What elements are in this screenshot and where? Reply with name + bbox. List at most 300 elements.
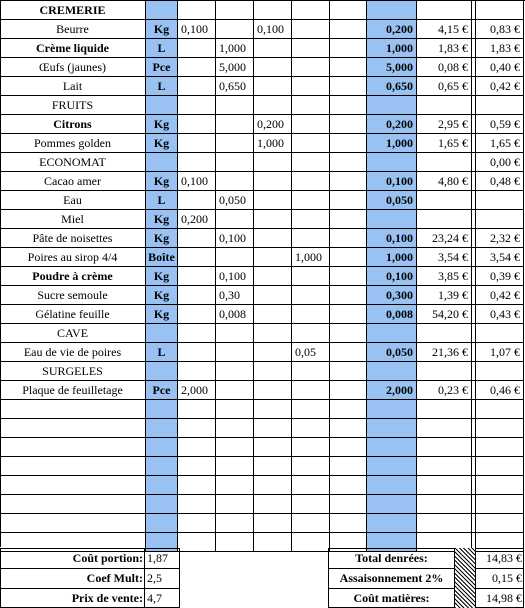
cost-box-row-line [0, 568, 180, 569]
line-total[interactable] [474, 438, 524, 457]
empty-col [330, 495, 367, 514]
total-qty[interactable] [367, 419, 417, 438]
total-qty[interactable] [367, 400, 417, 419]
qty-col-1[interactable] [178, 495, 216, 514]
qty-col-4[interactable] [292, 58, 330, 77]
unit-price[interactable] [417, 400, 472, 419]
line-total[interactable]: 0,83 € [474, 20, 524, 39]
empty-col [330, 305, 367, 324]
empty-col [330, 172, 367, 191]
qty-col-3[interactable] [254, 324, 292, 343]
qty-col-4[interactable] [292, 495, 330, 514]
ingredient-name[interactable] [0, 457, 146, 476]
total-qty[interactable]: 2,000 [367, 381, 417, 400]
qty-col-2[interactable] [216, 419, 254, 438]
empty-col [330, 20, 367, 39]
assaisonnement-value[interactable]: 0,15 € [492, 571, 522, 585]
qty-col-1[interactable]: 0,100 [178, 20, 216, 39]
qty-col-1[interactable] [178, 248, 216, 267]
unit-price[interactable] [417, 191, 472, 210]
unit-price[interactable]: 23,24 € [417, 229, 472, 248]
ingredient-name[interactable]: Gélatine feuille [0, 305, 146, 324]
table-top-border [0, 0, 525, 1]
qty-col-1[interactable] [178, 438, 216, 457]
line-total[interactable]: 1,83 € [474, 39, 524, 58]
qty-col-3[interactable] [254, 172, 292, 191]
qty-col-2[interactable]: 1,000 [216, 39, 254, 58]
qty-col-1[interactable] [178, 457, 216, 476]
total-qty[interactable] [367, 324, 417, 343]
unit-cell[interactable] [146, 1, 178, 20]
qty-col-1[interactable] [178, 267, 216, 286]
cout-portion-value[interactable]: 1,87 [147, 551, 168, 565]
qty-col-2[interactable]: 0,050 [216, 191, 254, 210]
empty-col [330, 362, 367, 381]
coef-mult-value[interactable]: 2,5 [147, 571, 162, 585]
empty-col [330, 381, 367, 400]
cout-portion-label: Coût portion: [72, 551, 143, 565]
qty-col-2[interactable] [216, 153, 254, 172]
empty-col [330, 134, 367, 153]
qty-col-3[interactable] [254, 77, 292, 96]
total-qty[interactable]: 0,050 [367, 343, 417, 362]
empty-col [330, 400, 367, 419]
ingredient-name[interactable]: Crème liquide [0, 39, 146, 58]
total-qty[interactable]: 0,050 [367, 191, 417, 210]
total-qty[interactable] [367, 362, 417, 381]
qty-col-1[interactable] [178, 362, 216, 381]
qty-col-4[interactable] [292, 153, 330, 172]
ingredient-name[interactable]: CREMERIE [0, 1, 146, 20]
total-qty[interactable]: 0,650 [367, 77, 417, 96]
qty-col-1[interactable] [178, 115, 216, 134]
unit-price[interactable] [417, 210, 472, 229]
total-qty[interactable] [367, 476, 417, 495]
qty-col-3[interactable] [254, 1, 292, 20]
qty-col-3[interactable] [254, 457, 292, 476]
unit-price[interactable]: 0,08 € [417, 58, 472, 77]
unit-price[interactable] [417, 153, 472, 172]
unit-cell[interactable] [146, 438, 178, 457]
ingredient-name[interactable]: Eau de vie de poires [0, 343, 146, 362]
ingredient-name[interactable]: Œufs (jaunes) [0, 58, 146, 77]
prix-vente-label: Prix de vente: [71, 591, 143, 605]
qty-col-3[interactable] [254, 96, 292, 115]
qty-col-4[interactable] [292, 229, 330, 248]
unit-price[interactable] [417, 495, 472, 514]
ingredient-name[interactable]: Pommes golden [0, 134, 146, 153]
qty-col-2[interactable] [216, 457, 254, 476]
qty-col-2[interactable] [216, 381, 254, 400]
ingredient-name[interactable]: Poires au sirop 4/4 [0, 248, 146, 267]
qty-col-4[interactable] [292, 20, 330, 39]
qty-col-3[interactable]: 0,100 [254, 20, 292, 39]
unit-cell[interactable] [146, 153, 178, 172]
hatch-pattern [455, 548, 475, 608]
qty-col-4[interactable] [292, 96, 330, 115]
qty-col-4[interactable] [292, 438, 330, 457]
empty-col [330, 77, 367, 96]
unit-price[interactable] [417, 476, 472, 495]
qty-col-1[interactable] [178, 305, 216, 324]
empty-col [330, 1, 367, 20]
qty-col-3[interactable] [254, 267, 292, 286]
line-total[interactable] [474, 419, 524, 438]
line-total[interactable]: 0,40 € [474, 58, 524, 77]
line-total[interactable] [474, 495, 524, 514]
qty-col-3[interactable] [254, 476, 292, 495]
line-total[interactable]: 0,46 € [474, 381, 524, 400]
ingredient-name[interactable]: Beurre [0, 20, 146, 39]
unit-price[interactable]: 4,80 € [417, 172, 472, 191]
qty-col-2[interactable]: 0,008 [216, 305, 254, 324]
line-total[interactable]: 1,07 € [474, 343, 524, 362]
unit-cell[interactable]: L [146, 343, 178, 362]
qty-col-1[interactable] [178, 400, 216, 419]
qty-col-2[interactable] [216, 324, 254, 343]
line-total[interactable]: 0,00 € [474, 153, 524, 172]
qty-col-1[interactable] [178, 419, 216, 438]
total-qty[interactable]: 1,000 [367, 248, 417, 267]
qty-col-1[interactable] [178, 229, 216, 248]
line-total[interactable] [474, 400, 524, 419]
qty-col-2[interactable] [216, 476, 254, 495]
qty-col-2[interactable] [216, 96, 254, 115]
line-total[interactable]: 1,65 € [474, 134, 524, 153]
empty-col [330, 286, 367, 305]
unit-cell[interactable]: Boîte [146, 248, 178, 267]
line-total[interactable]: 0,42 € [474, 77, 524, 96]
ingredient-name[interactable] [0, 419, 146, 438]
qty-col-1[interactable] [178, 96, 216, 115]
empty-col [330, 153, 367, 172]
unit-price[interactable] [417, 457, 472, 476]
qty-col-2[interactable]: 0,100 [216, 267, 254, 286]
total-denrees-value[interactable]: 14,83 € [486, 551, 522, 565]
unit-cell[interactable]: Kg [146, 172, 178, 191]
ingredient-name[interactable]: Citrons [0, 115, 146, 134]
ingredient-name[interactable]: ECONOMAT [0, 153, 146, 172]
line-total[interactable] [474, 191, 524, 210]
qty-col-3[interactable] [254, 305, 292, 324]
qty-col-1[interactable]: 0,200 [178, 210, 216, 229]
empty-col [330, 419, 367, 438]
ingredient-name[interactable]: Pâte de noisettes [0, 229, 146, 248]
qty-col-2[interactable] [216, 248, 254, 267]
unit-cell[interactable] [146, 96, 178, 115]
qty-col-2[interactable]: 0,650 [216, 77, 254, 96]
total-qty[interactable] [367, 514, 417, 533]
coef-mult-label: Coef Mult: [86, 571, 143, 585]
qty-col-1[interactable] [178, 134, 216, 153]
empty-col [330, 191, 367, 210]
qty-col-3[interactable] [254, 210, 292, 229]
qty-col-4[interactable] [292, 134, 330, 153]
total-qty[interactable]: 0,300 [367, 286, 417, 305]
qty-col-4[interactable] [292, 1, 330, 20]
line-total[interactable] [474, 1, 524, 20]
total-qty[interactable]: 0,100 [367, 172, 417, 191]
line-total[interactable] [474, 476, 524, 495]
ingredient-name[interactable]: SURGELES [0, 362, 146, 381]
line-total[interactable]: 0,42 € [474, 286, 524, 305]
unit-cell[interactable]: L [146, 191, 178, 210]
qty-col-1[interactable] [178, 343, 216, 362]
qty-col-4[interactable]: 0,05 [292, 343, 330, 362]
empty-col [330, 229, 367, 248]
qty-col-3[interactable] [254, 58, 292, 77]
unit-price[interactable] [417, 96, 472, 115]
unit-cell[interactable]: L [146, 39, 178, 58]
unit-cell[interactable] [146, 476, 178, 495]
qty-col-3[interactable] [254, 343, 292, 362]
unit-price[interactable]: 2,95 € [417, 115, 472, 134]
qty-col-1[interactable] [178, 324, 216, 343]
unit-cell[interactable]: Kg [146, 20, 178, 39]
ingredient-name[interactable] [0, 400, 146, 419]
total-qty[interactable] [367, 153, 417, 172]
total-qty[interactable]: 1,000 [367, 39, 417, 58]
ingredient-name[interactable]: Miel [0, 210, 146, 229]
total-qty[interactable] [367, 1, 417, 20]
totals-row-line [475, 568, 524, 569]
total-qty[interactable] [367, 210, 417, 229]
qty-col-4[interactable] [292, 419, 330, 438]
empty-col [330, 438, 367, 457]
unit-price[interactable] [417, 438, 472, 457]
unit-cell[interactable]: Kg [146, 134, 178, 153]
unit-price[interactable]: 1,65 € [417, 134, 472, 153]
unit-cell[interactable] [146, 400, 178, 419]
qty-col-3[interactable] [254, 248, 292, 267]
unit-price[interactable] [417, 324, 472, 343]
qty-col-4[interactable] [292, 400, 330, 419]
empty-col [330, 39, 367, 58]
empty-col [330, 324, 367, 343]
empty-col [330, 267, 367, 286]
totals-row-line [475, 588, 524, 589]
line-total[interactable] [474, 210, 524, 229]
qty-col-3[interactable] [254, 229, 292, 248]
unit-cell[interactable] [146, 457, 178, 476]
qty-col-2[interactable] [216, 210, 254, 229]
totals-row-line [328, 588, 455, 589]
total-qty[interactable]: 5,000 [367, 58, 417, 77]
ingredient-name[interactable] [0, 438, 146, 457]
qty-col-4[interactable] [292, 381, 330, 400]
unit-price[interactable]: 3,85 € [417, 267, 472, 286]
table-left-border [0, 0, 1, 547]
qty-col-4[interactable] [292, 324, 330, 343]
qty-col-1[interactable] [178, 58, 216, 77]
qty-col-3[interactable]: 1,000 [254, 134, 292, 153]
total-qty[interactable]: 0,100 [367, 229, 417, 248]
assaisonnement-label: Assaisonnement 2% [339, 571, 444, 585]
line-total[interactable]: 2,32 € [474, 229, 524, 248]
qty-col-4[interactable] [292, 115, 330, 134]
unit-price[interactable]: 0,23 € [417, 381, 472, 400]
total-qty[interactable] [367, 96, 417, 115]
ingredient-name[interactable] [0, 495, 146, 514]
line-total[interactable]: 0,48 € [474, 172, 524, 191]
qty-col-2[interactable] [216, 400, 254, 419]
qty-col-4[interactable] [292, 172, 330, 191]
unit-cell[interactable]: Kg [146, 210, 178, 229]
total-qty[interactable]: 0,100 [367, 267, 417, 286]
qty-col-1[interactable]: 2,000 [178, 381, 216, 400]
qty-col-2[interactable] [216, 20, 254, 39]
line-total[interactable]: 0,59 € [474, 115, 524, 134]
unit-cell[interactable]: Kg [146, 229, 178, 248]
unit-cell[interactable] [146, 324, 178, 343]
qty-col-3[interactable] [254, 191, 292, 210]
qty-col-2[interactable] [216, 495, 254, 514]
unit-price[interactable] [417, 362, 472, 381]
ingredient-name[interactable]: Cacao amer [0, 172, 146, 191]
unit-cell[interactable]: Pce [146, 381, 178, 400]
cost-summary [0, 547, 525, 608]
qty-col-1[interactable] [178, 514, 216, 533]
qty-col-4[interactable] [292, 267, 330, 286]
qty-col-2[interactable]: 0,100 [216, 229, 254, 248]
qty-col-1[interactable] [178, 39, 216, 58]
qty-col-2[interactable] [216, 134, 254, 153]
qty-col-4[interactable]: 1,000 [292, 248, 330, 267]
total-qty[interactable] [367, 438, 417, 457]
unit-price[interactable] [417, 419, 472, 438]
qty-col-3[interactable] [254, 286, 292, 305]
empty-col [330, 210, 367, 229]
qty-col-4[interactable] [292, 305, 330, 324]
qty-col-2[interactable] [216, 438, 254, 457]
unit-price[interactable] [417, 1, 472, 20]
unit-cell[interactable] [146, 495, 178, 514]
qty-col-4[interactable] [292, 476, 330, 495]
total-qty[interactable]: 0,008 [367, 305, 417, 324]
qty-col-3[interactable] [254, 495, 292, 514]
qty-col-1[interactable] [178, 476, 216, 495]
qty-col-4[interactable] [292, 77, 330, 96]
unit-cell[interactable] [146, 514, 178, 533]
qty-col-4[interactable] [292, 362, 330, 381]
cost-box-row-line [0, 588, 180, 589]
total-qty[interactable]: 0,200 [367, 20, 417, 39]
total-denrees-label: Total denrées: [355, 551, 428, 565]
line-total[interactable] [474, 457, 524, 476]
unit-price[interactable]: 54,20 € [417, 305, 472, 324]
unit-price[interactable] [417, 514, 472, 533]
qty-col-3[interactable] [254, 419, 292, 438]
unit-price[interactable]: 4,15 € [417, 20, 472, 39]
qty-col-1[interactable] [178, 77, 216, 96]
ingredient-name[interactable]: Poudre à crème [0, 267, 146, 286]
qty-col-3[interactable] [254, 400, 292, 419]
ingredient-name[interactable]: Sucre semoule [0, 286, 146, 305]
empty-col [330, 58, 367, 77]
qty-col-4[interactable] [292, 39, 330, 58]
line-total[interactable]: 3,54 € [474, 248, 524, 267]
qty-col-3[interactable] [254, 362, 292, 381]
cout-matieres-value[interactable]: 14,98 € [486, 591, 522, 605]
qty-col-2[interactable] [216, 1, 254, 20]
unit-price[interactable]: 0,65 € [417, 77, 472, 96]
qty-col-1[interactable] [178, 153, 216, 172]
qty-col-2[interactable] [216, 514, 254, 533]
unit-price[interactable]: 1,39 € [417, 286, 472, 305]
ingredient-name[interactable] [0, 476, 146, 495]
unit-cell[interactable]: Pce [146, 58, 178, 77]
qty-col-3[interactable]: 0,200 [254, 115, 292, 134]
qty-col-1[interactable] [178, 286, 216, 305]
ingredient-name[interactable]: Lait [0, 77, 146, 96]
unit-cell[interactable] [146, 362, 178, 381]
qty-col-2[interactable] [216, 362, 254, 381]
ingredient-name[interactable]: Eau [0, 191, 146, 210]
total-qty[interactable]: 0,200 [367, 115, 417, 134]
qty-col-1[interactable] [178, 191, 216, 210]
empty-col [330, 457, 367, 476]
unit-cell[interactable]: Kg [146, 115, 178, 134]
qty-col-3[interactable] [254, 438, 292, 457]
qty-col-4[interactable] [292, 210, 330, 229]
ingredient-name[interactable]: Plaque de feuilletage [0, 381, 146, 400]
qty-col-2[interactable] [216, 115, 254, 134]
empty-col [330, 115, 367, 134]
line-total[interactable] [474, 324, 524, 343]
qty-col-3[interactable] [254, 514, 292, 533]
qty-col-4[interactable] [292, 191, 330, 210]
unit-price[interactable]: 3,54 € [417, 248, 472, 267]
line-total[interactable] [474, 96, 524, 115]
empty-col [330, 96, 367, 115]
total-qty[interactable] [367, 457, 417, 476]
qty-col-2[interactable]: 0,30 [216, 286, 254, 305]
empty-col [330, 343, 367, 362]
ingredient-name[interactable] [0, 514, 146, 533]
qty-col-3[interactable] [254, 153, 292, 172]
unit-price[interactable]: 21,36 € [417, 343, 472, 362]
qty-col-3[interactable] [254, 381, 292, 400]
line-total[interactable] [474, 514, 524, 533]
qty-col-4[interactable] [292, 457, 330, 476]
unit-cell[interactable]: Kg [146, 286, 178, 305]
qty-col-3[interactable] [254, 39, 292, 58]
prix-vente-value[interactable]: 4,7 [147, 591, 162, 605]
qty-col-1[interactable] [178, 1, 216, 20]
cost-box-divider [144, 548, 145, 608]
unit-cell[interactable]: Kg [146, 305, 178, 324]
total-qty[interactable]: 1,000 [367, 134, 417, 153]
line-total[interactable]: 0,43 € [474, 305, 524, 324]
line-total[interactable]: 0,39 € [474, 267, 524, 286]
ingredient-name[interactable]: CAVE [0, 324, 146, 343]
ingredient-name[interactable]: FRUITS [0, 96, 146, 115]
qty-col-2[interactable] [216, 343, 254, 362]
qty-col-1[interactable]: 0,100 [178, 172, 216, 191]
total-qty[interactable] [367, 495, 417, 514]
qty-col-2[interactable] [216, 172, 254, 191]
qty-col-2[interactable]: 5,000 [216, 58, 254, 77]
unit-cell[interactable]: L [146, 77, 178, 96]
line-total[interactable] [474, 362, 524, 381]
unit-price[interactable]: 1,83 € [417, 39, 472, 58]
unit-cell[interactable] [146, 419, 178, 438]
empty-col [330, 514, 367, 533]
empty-col [330, 248, 367, 267]
unit-cell[interactable]: Kg [146, 267, 178, 286]
qty-col-4[interactable] [292, 514, 330, 533]
qty-col-4[interactable] [292, 286, 330, 305]
